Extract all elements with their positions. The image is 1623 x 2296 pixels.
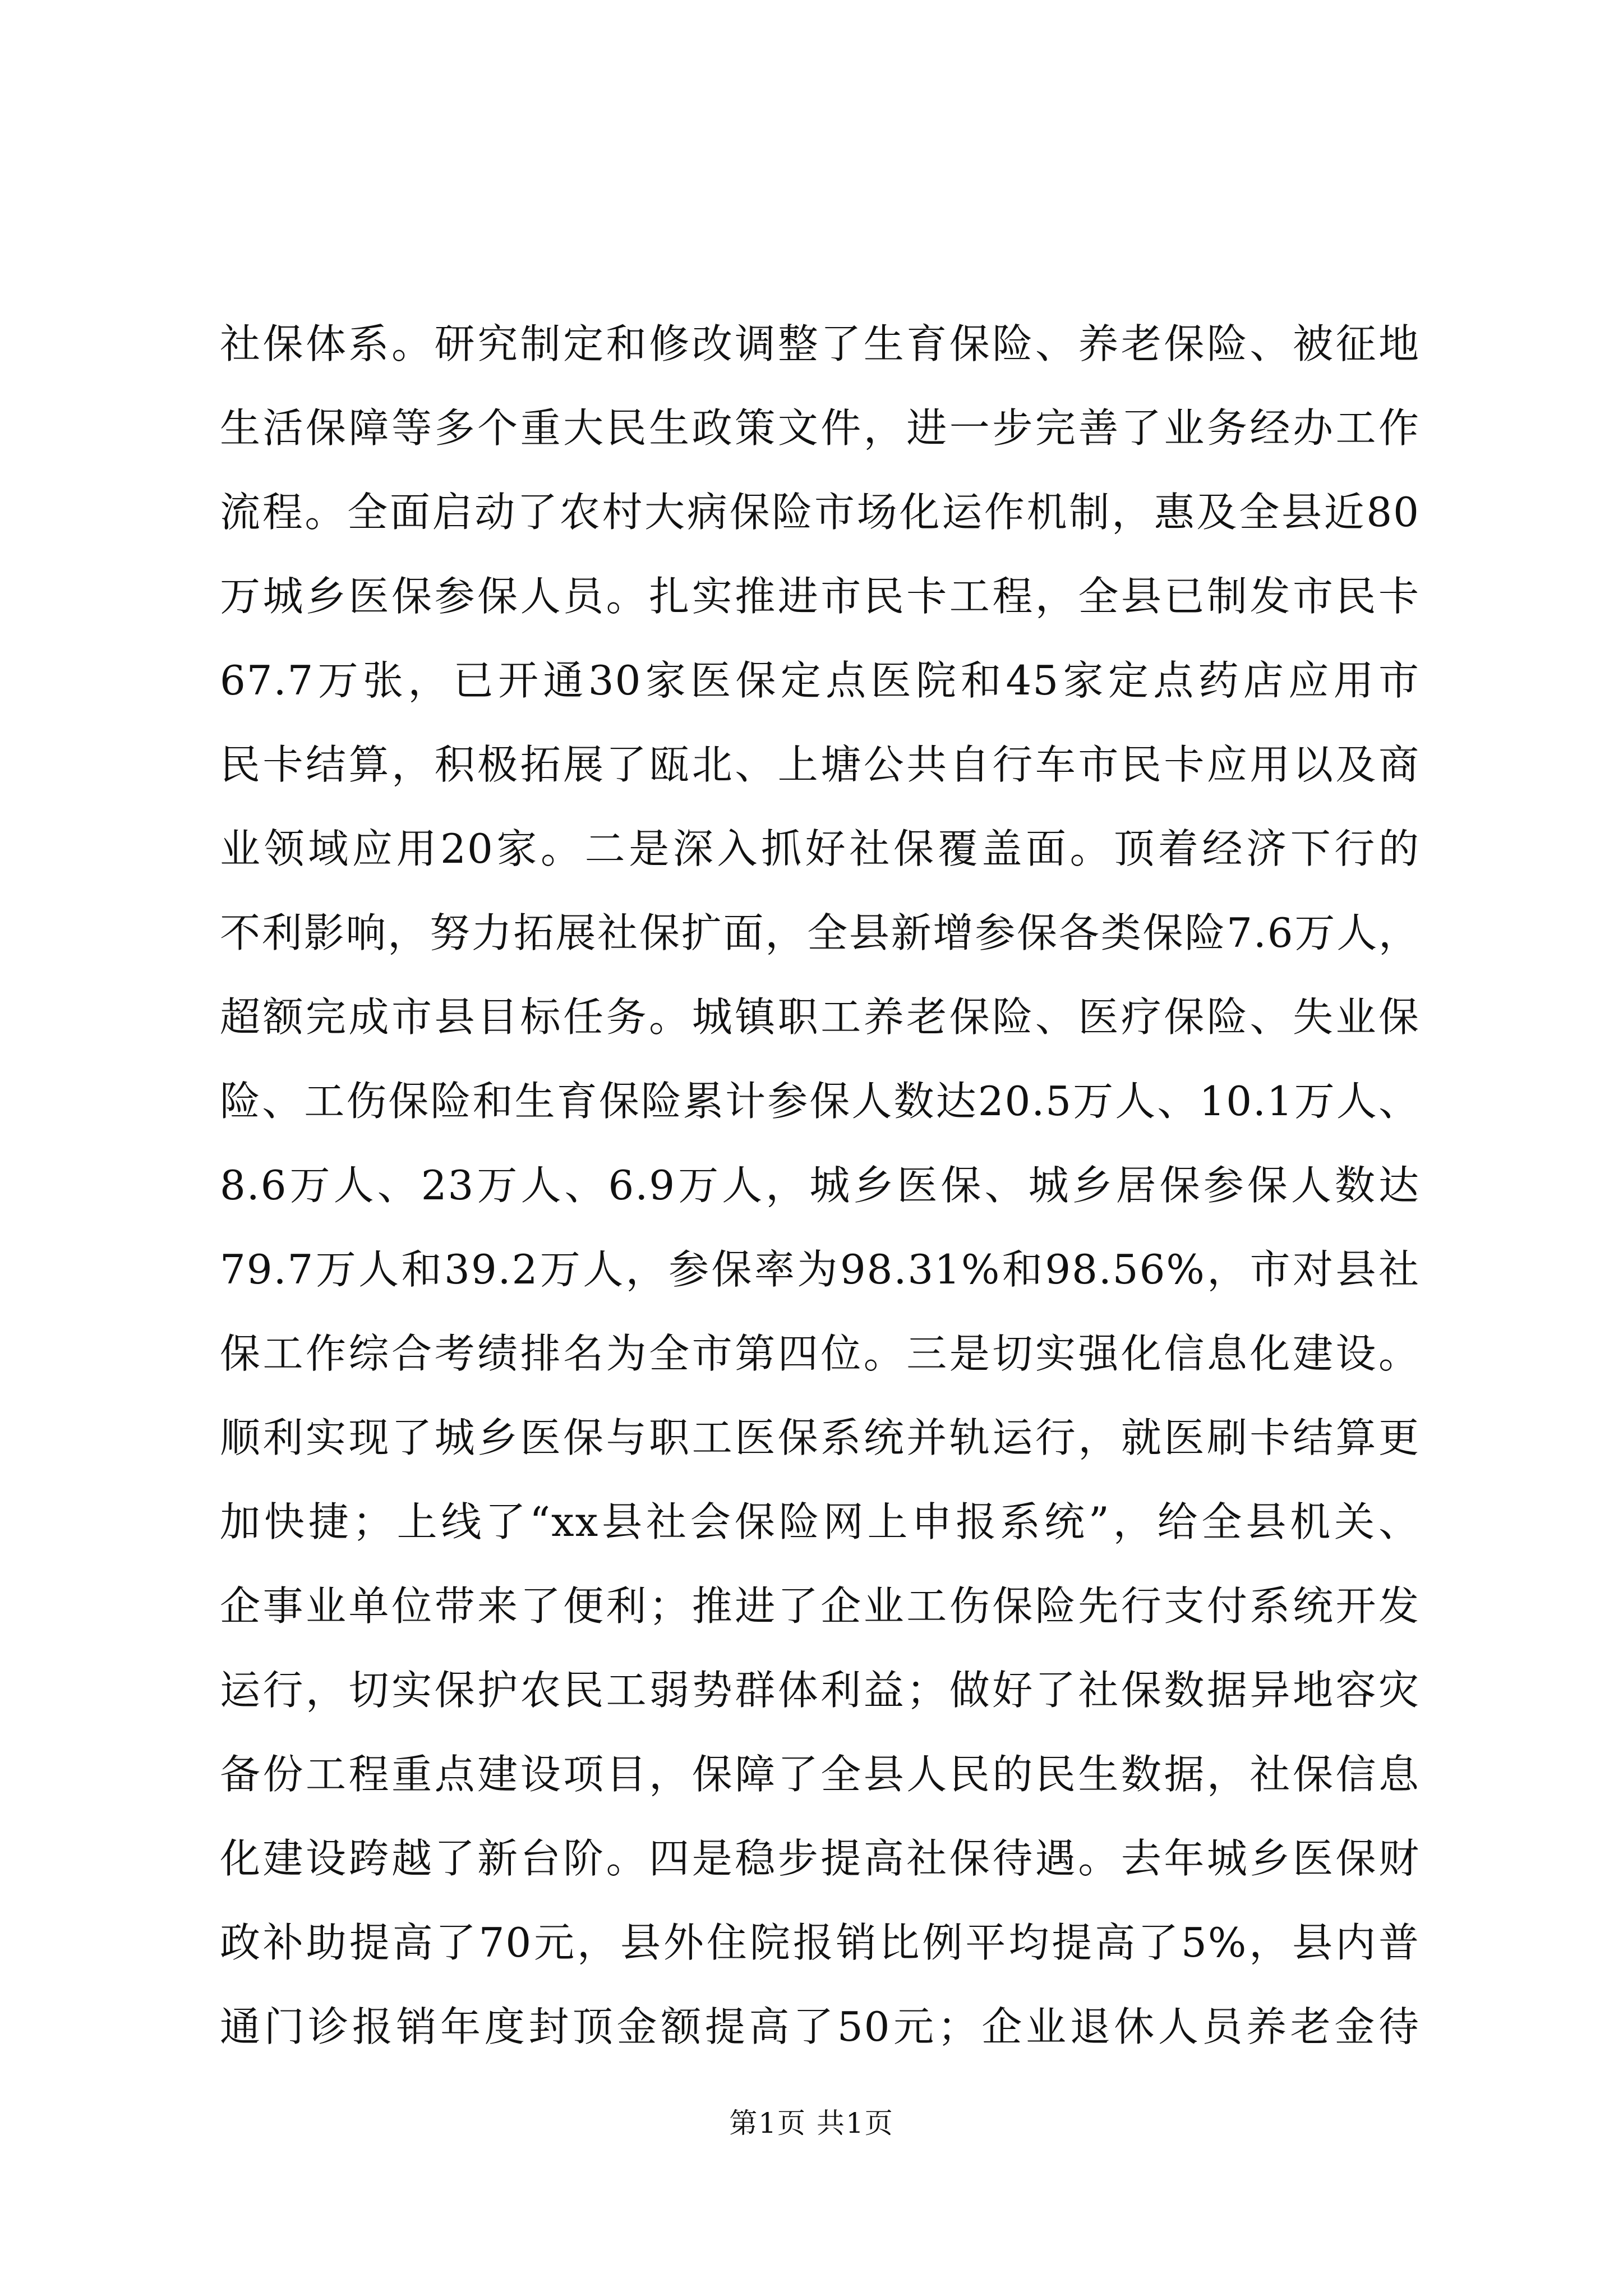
- text-line: 民卡结算，积极拓展了瓯北、上塘公共自行车市民卡应用以及商: [220, 741, 1420, 788]
- text-line: 顺利实现了城乡医保与职工医保系统并轨运行，就医刷卡结算更: [220, 1414, 1420, 1461]
- text-line: 化建设跨越了新台阶。四是稳步提高社保待遇。去年城乡医保财: [220, 1835, 1420, 1882]
- text-line: 8.6万人、23万人、6.9万人，城乡医保、城乡居保参保人数达: [220, 1162, 1420, 1209]
- text-line: 生活保障等多个重大民生政策文件，进一步完善了业务经办工作: [220, 404, 1420, 452]
- text-line: 流程。全面启动了农村大病保险市场化运作机制，惠及全县近80: [220, 489, 1420, 536]
- text-line: 万城乡医保参保人员。扎实推进市民卡工程，全县已制发市民卡: [220, 573, 1420, 620]
- page-number-label: 第1页 共1页: [729, 2107, 894, 2139]
- body-text: [220, 302, 1420, 2069]
- text-line: 保工作综合考绩排名为全市第四位。三是切实强化信息化建设。: [220, 1330, 1420, 1377]
- text-line: 加快捷；上线了“xx县社会保险网上申报系统”，给全县机关、: [220, 1498, 1420, 1545]
- text-line: 企事业单位带来了便利；推进了企业工伤保险先行支付系统开发: [220, 1582, 1420, 1630]
- text-line: 业领域应用20家。二是深入抓好社保覆盖面。顶着经济下行的: [220, 825, 1420, 872]
- text-line: 不利影响，努力拓展社保扩面，全县新增参保各类保险7.6万人，: [220, 909, 1420, 956]
- text-line: 79.7万人和39.2万人，参保率为98.31%和98.56%，市对县社: [220, 1246, 1420, 1293]
- text-line: 社保体系。研究制定和修改调整了生育保险、养老保险、被征地: [220, 320, 1420, 367]
- text-line: 备份工程重点建设项目，保障了全县人民的民生数据，社保信息: [220, 1751, 1420, 1798]
- text-line: 67.7万张，已开通30家医保定点医院和45家定点药店应用市: [220, 657, 1420, 704]
- text-line: 政补助提高了70元，县外住院报销比例平均提高了5%，县内普: [220, 1919, 1420, 1966]
- text-line: 运行，切实保护农民工弱势群体利益；做好了社保数据异地容灾: [220, 1667, 1420, 1714]
- text-line: 险、工伤保险和生育保险累计参保人数达20.5万人、10.1万人、: [220, 1078, 1420, 1125]
- page-footer: [0, 2101, 1623, 2141]
- text-line: 超额完成市县目标任务。城镇职工养老保险、医疗保险、失业保: [220, 993, 1420, 1041]
- text-line: 通门诊报销年度封顶金额提高了50元；企业退休人员养老金待: [220, 2003, 1420, 2050]
